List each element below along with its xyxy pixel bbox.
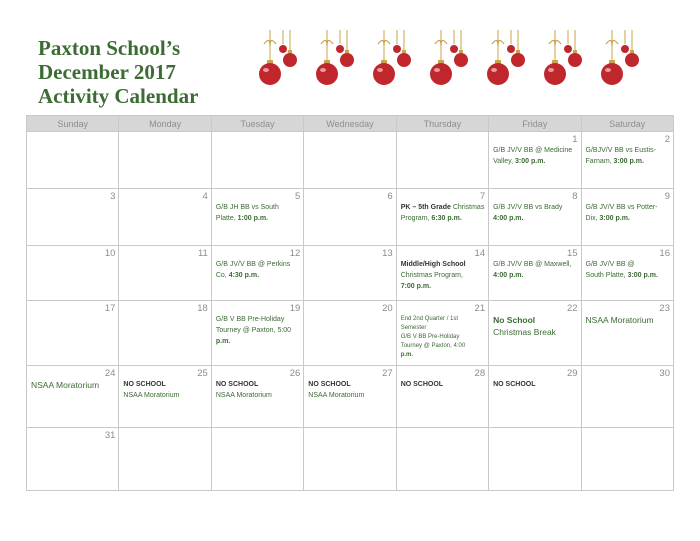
weekday-header-saturday: Saturday [581,116,673,132]
event-text: PK – 5th Grade Christmas [400,204,485,211]
day-cell[interactable] [396,301,488,366]
event-text: NO SCHOOL [123,381,166,388]
christmas-ornament-icon [430,30,468,85]
day-cell[interactable] [396,428,488,491]
event-text: G/B JV/V BB vs Brady [493,204,563,211]
day-cell[interactable] [27,301,119,366]
weekday-header-wednesday: Wednesday [304,116,396,132]
day-number: 15 [566,248,578,259]
day-number: 31 [104,430,116,441]
day-number [308,428,392,441]
week-row [27,428,674,491]
event-text: NO SCHOOL [400,381,444,388]
week-row [27,366,674,428]
event-text: No School [493,315,536,325]
event-text: NSAA Moratorium [585,315,654,325]
event-text: Farnam, 3:00 p.m. [585,158,644,165]
day-cell[interactable] [489,301,581,366]
day-number [123,132,207,145]
day-cell[interactable] [211,301,303,366]
event-text: End 2nd Quarter / 1st [400,316,459,322]
day-cell[interactable] [581,428,673,491]
day-cell[interactable] [119,189,211,246]
event-text: Valley, 3:00 p.m. [493,158,546,165]
event-text: NSAA Moratorium [215,392,272,399]
day-cell[interactable] [489,366,581,428]
day-cell[interactable] [119,366,211,428]
day-number: 11 [197,248,208,259]
event-text: NSAA Moratorium [123,392,180,399]
day-cell[interactable] [27,189,119,246]
weekday-header-sunday: Sunday [27,116,119,132]
day-number: 7 [479,191,486,202]
christmas-ornament-icon [373,30,411,85]
event-text: G/B JV/V BB @ Medicine [493,147,573,154]
day-cell[interactable] [211,132,303,189]
day-number: 30 [659,368,670,379]
day-number: 3 [110,191,116,202]
day-cell[interactable] [304,301,396,366]
event-text: p.m. [400,352,414,358]
day-cell[interactable] [581,132,673,189]
event-text: G/BJV/V BB vs Eustis- [585,147,656,154]
event-text: p.m. [215,338,231,345]
day-cell[interactable] [119,246,211,301]
day-number: 20 [382,303,393,314]
event-text: G/B V BB Pre-Holiday [215,316,285,323]
event-text: Platte, 1:00 p.m. [215,215,268,222]
event-text: Semester [400,325,427,331]
day-number: 23 [659,303,670,314]
weekday-header-tuesday: Tuesday [211,116,303,132]
calendar-body [27,132,674,491]
day-cell[interactable] [304,366,396,428]
day-number: 28 [474,368,486,379]
day-number: 21 [474,303,486,314]
day-cell[interactable] [489,246,581,301]
day-cell[interactable] [396,366,488,428]
day-cell[interactable] [119,428,211,491]
week-row [27,301,674,366]
day-cell[interactable] [27,428,119,491]
day-number: 5 [294,191,301,202]
christmas-ornament-icon [487,30,525,85]
title-line-month: December 2017 [38,60,176,84]
event-text: G/B JV/V BB @ Maxwell, [493,261,572,268]
calendar-grid [26,115,674,491]
christmas-ornament-icon [544,30,582,85]
ornament-banner [252,30,692,94]
week-row [27,246,674,301]
event-text: Co, 4:30 p.m. [215,272,260,279]
ornament-icons [252,30,692,94]
day-cell[interactable] [211,246,303,301]
event-text: 4:00 p.m. [493,272,524,279]
day-number: 18 [197,303,208,314]
christmas-ornament-icon [316,30,354,85]
event-text: Middle/High School [400,261,466,268]
day-number: 17 [104,303,116,314]
event-text: G/B V BB Pre-Holiday [400,334,460,340]
weekday-header-thursday: Thursday [396,116,488,132]
day-cell[interactable] [27,246,119,301]
day-cell[interactable] [211,189,303,246]
day-number: 19 [289,303,301,314]
christmas-ornament-icon [601,30,639,85]
calendar-title [38,36,198,108]
week-row [27,132,674,189]
event-text: Christmas Break [493,327,556,337]
day-number: 25 [197,368,208,379]
event-text: Tourney @ Paxton, 4:00 [400,343,466,349]
event-text: NO SCHOOL [493,381,536,388]
day-number [123,428,207,441]
day-number [308,132,392,145]
event-text: G/B JV/V BB vs Potter- [585,204,658,211]
event-text: Christmas Program, [400,272,463,279]
day-number: 6 [387,191,393,202]
day-cell[interactable] [396,132,488,189]
day-number: 26 [289,368,301,379]
day-number: 27 [382,368,393,379]
day-number: 8 [572,191,578,202]
day-number: 24 [104,368,116,379]
title-line-activity: Activity Calendar [38,84,199,108]
day-cell[interactable] [27,366,119,428]
day-cell[interactable] [211,366,303,428]
day-number: 9 [664,191,670,202]
day-cell[interactable] [581,189,673,246]
day-number [216,428,300,441]
day-cell[interactable] [581,246,673,301]
day-number [31,132,115,145]
day-number: 1 [572,134,578,145]
event-text: G/B JV/V BB @ Perkins [215,261,291,268]
day-cell[interactable] [27,132,119,189]
event-text: Program, 6:30 p.m. [400,215,462,222]
day-number: 4 [202,191,208,202]
christmas-ornament-icon [259,30,297,85]
day-cell[interactable] [304,428,396,491]
day-number [586,428,670,441]
weekday-header-monday: Monday [119,116,211,132]
day-number: 2 [664,134,670,145]
day-number: 12 [289,248,301,259]
day-cell[interactable] [304,246,396,301]
event-text: NO SCHOOL [215,381,259,388]
day-number [401,132,485,145]
day-number: 14 [474,248,486,259]
day-number [401,428,485,441]
event-text: NO SCHOOL [308,381,351,388]
day-cell[interactable] [489,428,581,491]
day-number [493,428,577,441]
day-cell[interactable] [304,132,396,189]
week-row [27,189,674,246]
day-number: 22 [566,303,578,314]
day-cell[interactable] [119,301,211,366]
day-cell[interactable] [396,246,488,301]
day-cell[interactable] [211,428,303,491]
event-text: 4:00 p.m. [493,215,524,222]
event-text: NSAA Moratorium [308,392,365,399]
event-text: NSAA Moratorium [31,380,100,390]
day-number: 10 [104,248,116,259]
title-line-school: Paxton School’s [38,36,181,60]
day-cell[interactable] [581,301,673,366]
day-number: 16 [659,248,670,259]
day-cell[interactable] [581,366,673,428]
event-text: 7:00 p.m. [400,283,432,290]
event-text: G/B JV/V BB @ [585,261,635,268]
day-cell[interactable] [489,132,581,189]
event-text: Tourney @ Paxton, 5:00 [215,327,292,334]
day-cell[interactable] [304,189,396,246]
day-number: 29 [566,368,578,379]
day-cell[interactable] [489,189,581,246]
day-cell[interactable] [396,189,488,246]
day-number: 13 [382,248,393,259]
day-cell[interactable] [119,132,211,189]
event-text: South Platte, 3:00 p.m. [585,272,658,279]
weekday-header-row [27,116,674,132]
day-number [216,132,300,145]
weekday-header-friday: Friday [489,116,581,132]
event-text: G/B JH BB vs South [215,204,279,211]
event-text: Dix, 3:00 p.m. [585,215,630,222]
